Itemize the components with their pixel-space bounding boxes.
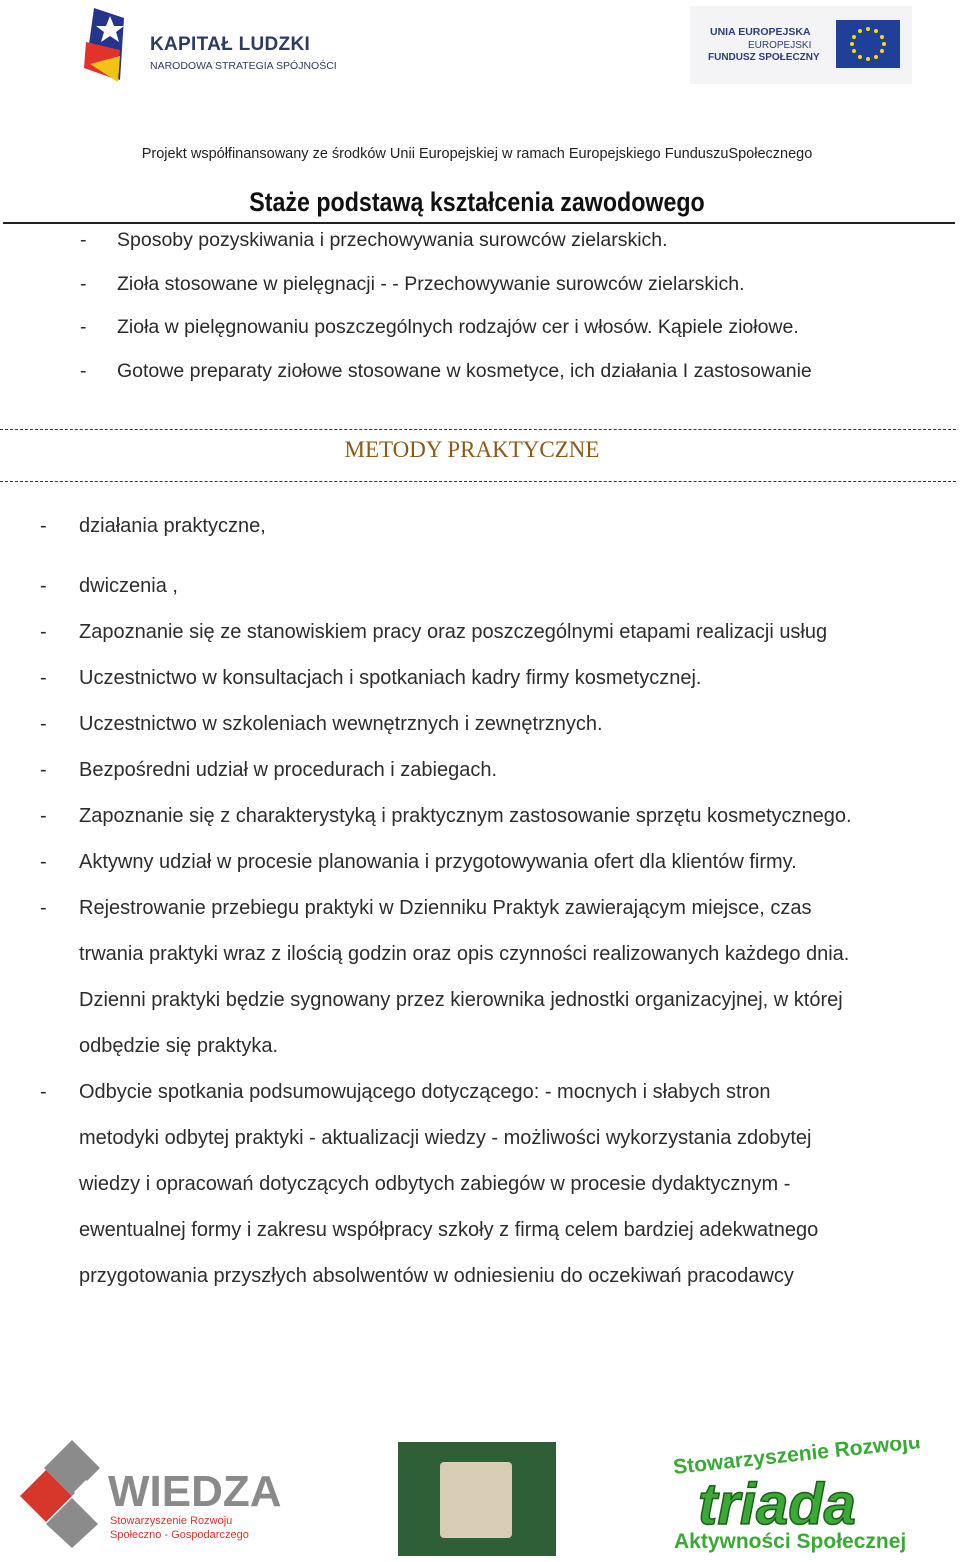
list-item-line: wiedzy i opracowań dotyczących odbytych zabiegów w procesie dydaktycznym -: [79, 1173, 791, 1195]
list-item: [40, 563, 960, 609]
list-item-line: Rejestrowanie przebiegu praktyki w Dzienniku Praktyk zawierającym miejsce, czas: [79, 897, 812, 919]
list-dash: -: [40, 621, 47, 643]
list-item-text: Gotowe preparaty ziołowe stosowane w kosmetyce, ich działania I zastosowanie: [117, 359, 812, 382]
list-item: [40, 655, 960, 701]
wiedza-sub-2: Społeczno - Gospodarczego: [110, 1529, 249, 1541]
list-item-text: działania praktyczne,: [79, 515, 266, 537]
list-item-line: ewentualnej formy i zakresu współpracy szkoły z firmą celem bardziej adekwatnego: [79, 1219, 819, 1241]
list-dash: -: [80, 229, 87, 251]
kapital-ludzki-subtitle: NARODOWA STRATEGIA SPÓJNOŚCI: [150, 60, 337, 72]
list-item-text: Uczestnictwo w konsultacjach i spotkaniach kadry firmy kosmetycznej.: [79, 667, 702, 689]
section-title: METODY PRAKTYCZNE: [344, 437, 600, 462]
project-funding-line: Projekt współfinansowany ze środków Unii Europejskiej w ramach Europejskiego FunduszuSpołecznego: [141, 146, 813, 162]
wiedza-logo: [20, 1436, 300, 1548]
list-dash: -: [40, 667, 47, 689]
list-item: [40, 885, 960, 1069]
eu-flag-icon: [836, 20, 900, 68]
list-item-line: przygotowania przyszłych absolwentów w odniesieniu do oczekiwań pracodawcy: [79, 1265, 794, 1287]
list-item-line: metodyki odbytej praktyki - aktualizacji wiedzy - możliwości wykorzystania zdobytej: [79, 1127, 812, 1149]
eu-line-1: UNIA EUROPEJSKA: [710, 26, 811, 38]
list-dash: -: [40, 713, 47, 735]
eu-line-3: FUNDUSZ SPOŁECZNY: [708, 52, 820, 63]
wiedza-name: WIEDZA: [108, 1467, 282, 1516]
kapital-ludzki-logo: [80, 6, 340, 88]
list-item-text: Zapoznanie się ze stanowiskiem pracy oraz poszczególnymi etapami realizacji usług: [79, 621, 828, 643]
list-item-text: Uczestnictwo w szkoleniach wewnętrznych i zewnętrznych.: [79, 713, 603, 735]
herbal-topics-list: [80, 228, 940, 402]
list-dash: -: [40, 1081, 47, 1103]
list-item-line: odbędzie się praktyka.: [79, 1035, 279, 1057]
page-title: Staże podstawą kształcenia zawodowego: [249, 187, 705, 217]
list-item-text: Bezpośredni udział w procedurach i zabiegach.: [79, 759, 498, 781]
list-item-text: dwiczenia ,: [79, 575, 178, 597]
school-portrait-icon: [440, 1462, 512, 1538]
kapital-ludzki-emblem-icon: [80, 6, 150, 88]
list-item: [40, 1069, 960, 1299]
list-item-text: Sposoby pozyskiwania i przechowywania surowców zielarskich.: [117, 229, 668, 251]
list-dash: -: [80, 272, 87, 295]
kapital-ludzki-title: KAPITAŁ LUDZKI: [150, 34, 311, 55]
title-underline: [3, 222, 955, 224]
list-dash: -: [40, 515, 47, 537]
list-dash: -: [80, 316, 87, 339]
triada-logo: [668, 1440, 940, 1554]
wiedza-emblem: [20, 1436, 300, 1548]
list-item: [40, 503, 960, 549]
list-item: [40, 701, 960, 747]
list-item-text: Aktywny udział w procesie planowania i przygotowywania ofert dla klientów firmy.: [79, 851, 797, 873]
list-dash: -: [40, 805, 47, 827]
school-emblem-logo: [398, 1442, 556, 1556]
list-dash: -: [40, 851, 47, 873]
list-item: [80, 228, 940, 272]
list-item: [40, 747, 960, 793]
list-item: [40, 609, 960, 655]
list-dash: -: [80, 359, 87, 382]
triada-name: triada: [698, 1472, 856, 1537]
list-dash: -: [40, 897, 47, 919]
list-item: [40, 793, 960, 839]
list-dash: -: [40, 575, 47, 597]
triada-bottom-text: Aktywności Społecznej: [674, 1530, 907, 1553]
list-item-line: Dzienni praktyki będzie sygnowany przez kierownika jednostki organizacyjnej, w której: [79, 989, 843, 1011]
list-item: [80, 359, 940, 403]
list-item: [80, 272, 940, 316]
wiedza-sub-1: Stowarzyszenie Rozwoju: [110, 1515, 233, 1527]
list-item-line: Odbycie spotkania podsumowującego dotyczącego: - mocnych i słabych stron: [79, 1081, 771, 1103]
section-rule-top: [0, 429, 956, 430]
list-item: [40, 839, 960, 885]
section-rule-bottom: [0, 481, 956, 482]
list-item-text: Zioła stosowane w pielęgnacji - - Przechowywanie surowców zielarskich.: [117, 272, 745, 295]
list-dash: -: [40, 759, 47, 781]
eu-logo: [690, 6, 912, 84]
practical-methods-list: [40, 503, 960, 1299]
eu-line-2: EUROPEJSKI: [748, 40, 812, 51]
list-item: [80, 315, 940, 359]
list-item-text: Zapoznanie się z charakterystyką i praktycznym zastosowanie sprzętu kosmetycznego.: [79, 805, 852, 827]
triada-top-text: Stowarzyszenie Rozwoju: [672, 1440, 922, 1479]
list-item-text: Zioła w pielęgnowaniu poszczególnych rodzajów cer i włosów. Kąpiele ziołowe.: [117, 316, 799, 339]
list-item-line: trwania praktyki wraz z ilością godzin oraz opis czynności realizowanych każdego dnia.: [79, 943, 850, 965]
